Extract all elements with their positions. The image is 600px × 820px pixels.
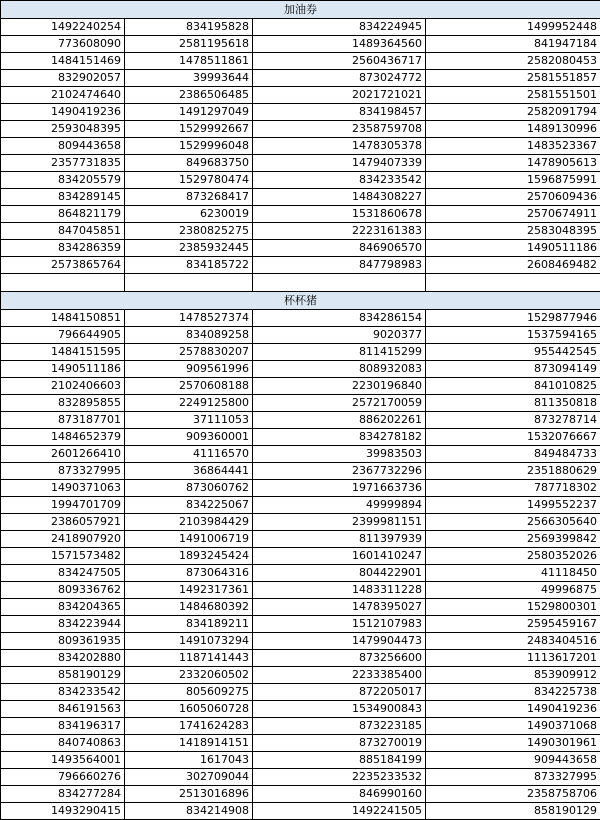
table-cell[interactable]: 809443658 [1,138,125,155]
table-cell[interactable]: 873327995 [426,769,600,786]
table-row [1,752,600,769]
table-cell[interactable] [426,274,600,292]
table-cell[interactable]: 1492241505 [253,803,426,820]
table-cell[interactable]: 773608090 [1,36,125,53]
table-cell[interactable]: 853909912 [426,667,600,684]
table-cell[interactable]: 811350818 [426,395,600,412]
table-cell[interactable]: 1601410247 [253,548,426,565]
table-cell[interactable]: 885184199 [253,752,426,769]
table-row [1,582,600,599]
table-row [1,327,600,344]
table-cell[interactable]: 873064316 [125,565,253,582]
table-cell[interactable]: 1113617201 [426,650,600,667]
table-cell[interactable]: 955442545 [426,344,600,361]
table-cell[interactable]: 1484652379 [1,429,125,446]
table-cell[interactable]: 847798983 [253,257,426,274]
table-cell[interactable]: 1605060728 [125,701,253,718]
table-row [1,19,600,36]
table-cell[interactable]: 302709044 [125,769,253,786]
table-row [1,155,600,172]
section-title[interactable]: 加油券 [1,1,600,19]
table-cell[interactable]: 1479407339 [253,155,426,172]
table-cell[interactable]: 41118450 [426,565,600,582]
table-cell[interactable]: 2103984429 [125,514,253,531]
table-row [1,87,600,104]
table-cell[interactable]: 1479904473 [253,633,426,650]
table-cell[interactable]: 834195828 [125,19,253,36]
section-header-row [1,292,600,310]
table-cell[interactable]: 2385932445 [125,240,253,257]
table-row [1,257,600,274]
table-row [1,803,600,820]
table-cell[interactable]: 2386506485 [125,87,253,104]
table-cell[interactable]: 2581551857 [426,70,600,87]
table-cell[interactable]: 1491297049 [125,104,253,121]
table-cell[interactable]: 846990160 [253,786,426,803]
table-cell[interactable]: 1741624283 [125,718,253,735]
table-row [1,769,600,786]
table-row [1,786,600,803]
table-cell[interactable]: 873223185 [253,718,426,735]
table-row [1,548,600,565]
table-cell[interactable]: 834277284 [1,786,125,803]
table-cell[interactable]: 2573865764 [1,257,125,274]
table-row [1,599,600,616]
table-cell[interactable]: 804422901 [253,565,426,582]
table-cell[interactable]: 834278182 [253,429,426,446]
table-cell[interactable]: 834223944 [1,616,125,633]
table-cell[interactable]: 834224945 [253,19,426,36]
table-row [1,497,600,514]
table-cell[interactable]: 1893245424 [125,548,253,565]
table-row [1,206,600,223]
table-cell[interactable]: 1492240254 [1,19,125,36]
table-row [1,480,600,497]
table-cell[interactable]: 834196317 [1,718,125,735]
table-row [1,189,600,206]
table-cell[interactable]: 1489130996 [426,121,600,138]
table-cell[interactable]: 1490511186 [426,240,600,257]
table-row [1,53,600,70]
table-cell[interactable]: 1484308227 [253,189,426,206]
table-cell[interactable]: 2235233532 [253,769,426,786]
table-row [1,344,600,361]
table-cell[interactable]: 1529877946 [426,310,600,327]
table-cell[interactable]: 2483404516 [426,633,600,650]
table-cell[interactable]: 2233385400 [253,667,426,684]
table-row [1,223,600,240]
table-cell[interactable]: 2351880629 [426,463,600,480]
table-row [1,531,600,548]
table-cell[interactable]: 2583048395 [426,223,600,240]
table-cell[interactable]: 2608469482 [426,257,600,274]
table-cell[interactable]: 832895855 [1,395,125,412]
table-cell[interactable]: 2601266410 [1,446,125,463]
table-cell[interactable]: 873187701 [1,412,125,429]
table-cell[interactable]: 2102406603 [1,378,125,395]
table-cell[interactable]: 834214908 [125,803,253,820]
table-cell[interactable]: 1491073294 [125,633,253,650]
table-cell[interactable]: 1971663736 [253,480,426,497]
table-cell[interactable]: 49999894 [253,497,426,514]
table-cell[interactable]: 834198457 [253,104,426,121]
table-cell[interactable]: 1531860678 [253,206,426,223]
table-cell[interactable]: 2569399842 [426,531,600,548]
table-cell[interactable]: 1617043 [125,752,253,769]
table-cell[interactable]: 834204365 [1,599,125,616]
table-cell[interactable]: 1490371068 [426,718,600,735]
table-cell[interactable]: 2581195618 [125,36,253,53]
table-cell[interactable]: 858190129 [426,803,600,820]
table-cell[interactable]: 809361935 [1,633,125,650]
table-row [1,412,600,429]
table-cell[interactable]: 840740863 [1,735,125,752]
table-cell[interactable]: 1478511861 [125,53,253,70]
table-cell[interactable]: 834247505 [1,565,125,582]
table-cell[interactable]: 1478395027 [253,599,426,616]
table-cell[interactable]: 1490419236 [1,104,125,121]
table-cell[interactable]: 9020377 [253,327,426,344]
table-cell[interactable]: 873060762 [125,480,253,497]
table-cell[interactable]: 796644905 [1,327,125,344]
table-cell[interactable]: 834089258 [125,327,253,344]
table-cell[interactable]: 1484150851 [1,310,125,327]
table-cell[interactable]: 873256600 [253,650,426,667]
table-cell[interactable]: 886202261 [253,412,426,429]
table-cell[interactable]: 2581551501 [426,87,600,104]
table-cell[interactable]: 1484680392 [125,599,253,616]
table-cell[interactable]: 1512107983 [253,616,426,633]
table-row [1,446,600,463]
table-cell[interactable]: 1571573482 [1,548,125,565]
table-row [1,70,600,87]
table-cell[interactable]: 2102474640 [1,87,125,104]
table-cell[interactable]: 49996875 [426,582,600,599]
table-cell[interactable]: 2249125800 [125,395,253,412]
table-row [1,463,600,480]
table-cell[interactable]: 834205579 [1,172,125,189]
table-cell[interactable]: 872205017 [253,684,426,701]
table-cell[interactable] [125,274,253,292]
table-cell[interactable]: 909561996 [125,361,253,378]
table-cell[interactable]: 2358759708 [253,121,426,138]
table-cell[interactable]: 846906570 [253,240,426,257]
table-row [1,240,600,257]
table-cell[interactable]: 858190129 [1,667,125,684]
table-row [1,684,600,701]
table-row [1,616,600,633]
table-cell[interactable]: 2021721021 [253,87,426,104]
table-cell[interactable]: 2570609436 [426,189,600,206]
table-cell[interactable]: 2380825275 [125,223,253,240]
table-cell[interactable]: 787718302 [426,480,600,497]
table-cell[interactable]: 834225067 [125,497,253,514]
table-cell[interactable]: 1187141443 [125,650,253,667]
table-cell[interactable]: 39993644 [125,70,253,87]
table-cell[interactable]: 2580352026 [426,548,600,565]
table-cell[interactable]: 849683750 [125,155,253,172]
table-cell[interactable]: 873268417 [125,189,253,206]
table-cell[interactable]: 1418914151 [125,735,253,752]
table-cell[interactable]: 2578830207 [125,344,253,361]
table-cell[interactable]: 809336762 [1,582,125,599]
table-row [1,633,600,650]
table-cell[interactable]: 1484151469 [1,53,125,70]
table-cell[interactable]: 847045851 [1,223,125,240]
table-cell[interactable]: 37111053 [125,412,253,429]
table-cell[interactable]: 41116570 [125,446,253,463]
table-cell[interactable]: 2593048395 [1,121,125,138]
table-row [1,104,600,121]
table-cell[interactable] [1,274,125,292]
table-cell[interactable]: 1994701709 [1,497,125,514]
table-cell[interactable]: 1493564001 [1,752,125,769]
table-cell[interactable]: 2358758706 [426,786,600,803]
table-cell[interactable]: 834185722 [125,257,253,274]
table-cell[interactable]: 1489364560 [253,36,426,53]
table-row [1,121,600,138]
table-cell[interactable]: 1484151595 [1,344,125,361]
table-cell[interactable]: 2582080453 [426,53,600,70]
table-cell[interactable]: 1532076667 [426,429,600,446]
table-cell[interactable]: 808932083 [253,361,426,378]
table-cell[interactable]: 1493290415 [1,803,125,820]
table-cell[interactable]: 834202880 [1,650,125,667]
table-cell[interactable]: 846191563 [1,701,125,718]
table-cell[interactable]: 834189211 [125,616,253,633]
table-cell[interactable]: 2566305640 [426,514,600,531]
table-cell[interactable]: 6230019 [125,206,253,223]
table-cell[interactable]: 832902057 [1,70,125,87]
table-row [1,429,600,446]
table-cell[interactable]: 2570608188 [125,378,253,395]
table-cell[interactable]: 2332060502 [125,667,253,684]
table-cell[interactable]: 849484733 [426,446,600,463]
table-cell[interactable]: 1490301961 [426,735,600,752]
table-cell[interactable]: 834289145 [1,189,125,206]
table-cell[interactable]: 834225738 [426,684,600,701]
table-cell[interactable]: 873270019 [253,735,426,752]
table-cell[interactable]: 1529996048 [125,138,253,155]
table-cell[interactable]: 1499952448 [426,19,600,36]
table-row [1,172,600,189]
table-cell[interactable]: 834286154 [253,310,426,327]
table-cell[interactable]: 2230196840 [253,378,426,395]
table-cell[interactable]: 909360001 [125,429,253,446]
table-cell[interactable]: 909443658 [426,752,600,769]
table-cell[interactable]: 1596875991 [426,172,600,189]
table-row [1,395,600,412]
table-cell[interactable]: 805609275 [125,684,253,701]
table-row [1,378,600,395]
table-cell[interactable]: 1483311228 [253,582,426,599]
table-row [1,310,600,327]
table-cell[interactable]: 1478527374 [125,310,253,327]
table-cell[interactable]: 1490419236 [426,701,600,718]
table-cell[interactable]: 2399981151 [253,514,426,531]
table-cell[interactable]: 796660276 [1,769,125,786]
table-cell[interactable]: 1492317361 [125,582,253,599]
table-cell[interactable]: 1478305378 [253,138,426,155]
table-cell[interactable]: 1529800301 [426,599,600,616]
table-cell[interactable]: 1529992667 [125,121,253,138]
table-cell[interactable]: 864821179 [1,206,125,223]
table-cell[interactable]: 873024772 [253,70,426,87]
table-cell[interactable]: 2570674911 [426,206,600,223]
table-cell[interactable]: 2560436717 [253,53,426,70]
table-cell[interactable]: 811397939 [253,531,426,548]
table-cell[interactable]: 834286359 [1,240,125,257]
table-row [1,138,600,155]
table-cell[interactable]: 2223161383 [253,223,426,240]
table-cell[interactable]: 2386057921 [1,514,125,531]
table-cell[interactable]: 873094149 [426,361,600,378]
table-cell[interactable]: 36864441 [125,463,253,480]
table-row [1,514,600,531]
table-cell[interactable]: 2572170059 [253,395,426,412]
table-cell[interactable]: 873278714 [426,412,600,429]
table-cell[interactable]: 2357731835 [1,155,125,172]
table-row [1,274,600,292]
table-row [1,735,600,752]
table-cell[interactable]: 2418907920 [1,531,125,548]
table-row [1,718,600,735]
table-cell[interactable]: 841947184 [426,36,600,53]
table-cell[interactable]: 873327995 [1,463,125,480]
table-cell[interactable]: 1490371063 [1,480,125,497]
table-row [1,565,600,582]
table-cell[interactable]: 2513016896 [125,786,253,803]
table-cell[interactable]: 1529780474 [125,172,253,189]
table-cell[interactable]: 1537594165 [426,327,600,344]
table-cell[interactable]: 1499552237 [426,497,600,514]
table-cell[interactable]: 1534900843 [253,701,426,718]
table-cell[interactable]: 841010825 [426,378,600,395]
table-row [1,36,600,53]
table-row [1,650,600,667]
table-row [1,361,600,378]
table-cell[interactable]: 811415299 [253,344,426,361]
section-header-row [1,1,600,19]
table-cell[interactable] [253,274,426,292]
table-cell[interactable]: 1478905613 [426,155,600,172]
table-cell[interactable]: 1490511186 [1,361,125,378]
table-row [1,701,600,718]
table-cell[interactable]: 39983503 [253,446,426,463]
section-title[interactable]: 杯杯猪 [1,292,600,310]
table-cell[interactable]: 2595459167 [426,616,600,633]
table-cell[interactable]: 2367732296 [253,463,426,480]
table-row [1,667,600,684]
table-cell[interactable]: 834233542 [253,172,426,189]
table-cell[interactable]: 1491006719 [125,531,253,548]
table-cell[interactable]: 1483523367 [426,138,600,155]
table-cell[interactable]: 834233542 [1,684,125,701]
table-cell[interactable]: 2582091794 [426,104,600,121]
